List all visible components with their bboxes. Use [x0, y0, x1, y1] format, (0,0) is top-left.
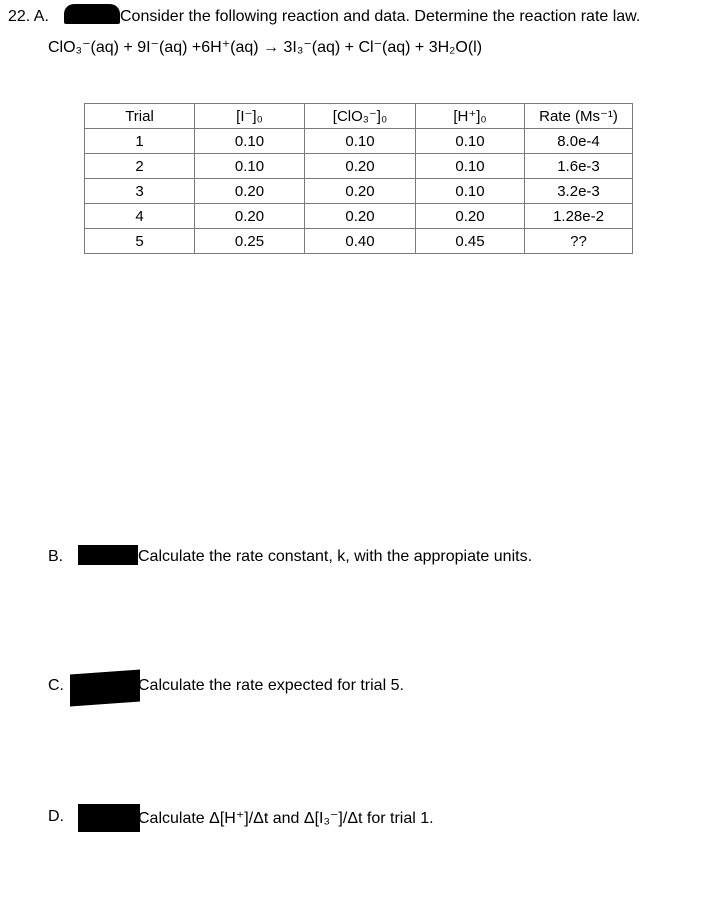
redaction-mark: [64, 4, 120, 24]
cell-chlorate: 0.40: [305, 229, 416, 254]
question-d-label: D.: [48, 808, 64, 825]
question-b-label: B.: [48, 548, 64, 565]
question-d-text: Calculate Δ[H⁺]/Δt and Δ[I₃⁻]/Δt for trial 1.: [138, 810, 434, 827]
header-hydrogen-conc: [H⁺]₀: [416, 104, 525, 129]
cell-trial: 4: [85, 204, 195, 229]
question-a-text: Consider the following reaction and data. Determine the reaction rate law.: [120, 8, 641, 25]
cell-trial: 3: [85, 179, 195, 204]
cell-chlorate: 0.10: [305, 129, 416, 154]
table-row: [85, 129, 633, 154]
question-c-label: C.: [48, 677, 64, 694]
header-iodide-conc: [I⁻]₀: [195, 104, 305, 129]
cell-hydrogen: 0.10: [416, 179, 525, 204]
cell-rate: 8.0e-4: [525, 129, 633, 154]
cell-hydrogen: 0.45: [416, 229, 525, 254]
cell-iodide: 0.10: [195, 154, 305, 179]
header-trial: Trial: [85, 104, 195, 129]
cell-chlorate: 0.20: [305, 154, 416, 179]
cell-trial: 2: [85, 154, 195, 179]
question-b-text: Calculate the rate constant, k, with the appropiate units.: [138, 548, 533, 565]
table-header-row: [85, 104, 633, 129]
cell-hydrogen: 0.10: [416, 154, 525, 179]
rate-data-table: [84, 103, 633, 254]
cell-chlorate: 0.20: [305, 179, 416, 204]
cell-hydrogen: 0.10: [416, 129, 525, 154]
cell-hydrogen: 0.20: [416, 204, 525, 229]
table-row: [85, 179, 633, 204]
redaction-mark: [78, 804, 140, 832]
table-row: [85, 204, 633, 229]
header-chlorate-conc: [ClO₃⁻]₀: [305, 104, 416, 129]
reaction-equation: ClO₃⁻(aq) + 9I⁻(aq) +6H⁺(aq) → 3I₃⁻(aq) + Cl⁻(aq) + 3H₂O(l): [48, 39, 483, 56]
header-rate: Rate (Ms⁻¹): [525, 104, 633, 129]
cell-rate: ??: [525, 229, 633, 254]
table-row: [85, 229, 633, 254]
cell-iodide: 0.20: [195, 204, 305, 229]
cell-trial: 5: [85, 229, 195, 254]
table-row: [85, 154, 633, 179]
cell-iodide: 0.10: [195, 129, 305, 154]
cell-iodide: 0.25: [195, 229, 305, 254]
redaction-mark: [70, 670, 140, 707]
cell-rate: 1.28e-2: [525, 204, 633, 229]
cell-trial: 1: [85, 129, 195, 154]
redaction-mark: [78, 545, 138, 565]
question-c-text: Calculate the rate expected for trial 5.: [138, 677, 404, 694]
question-a-number: 22. A.: [8, 8, 49, 25]
cell-iodide: 0.20: [195, 179, 305, 204]
cell-chlorate: 0.20: [305, 204, 416, 229]
cell-rate: 3.2e-3: [525, 179, 633, 204]
cell-rate: 1.6e-3: [525, 154, 633, 179]
